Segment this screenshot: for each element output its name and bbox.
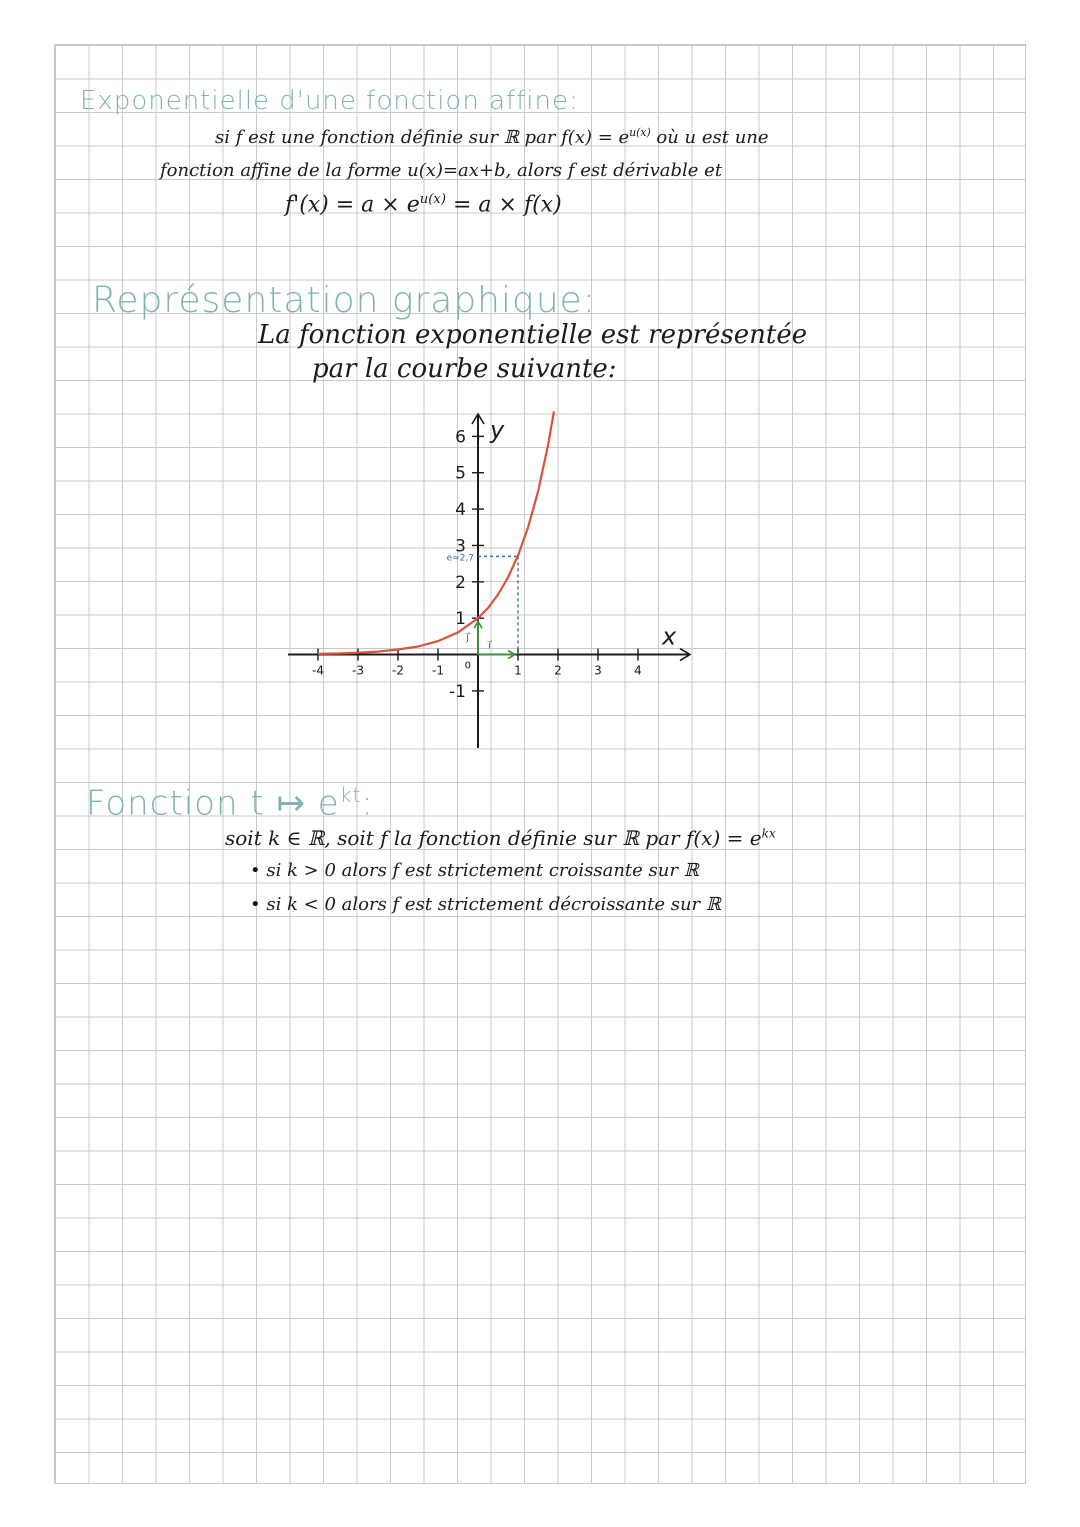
x-tick-label: 4 xyxy=(634,663,642,678)
y-tick-label: 6 xyxy=(455,427,466,448)
grid-paper-sheet xyxy=(54,44,1026,1484)
y-tick-label: 4 xyxy=(455,500,466,521)
x-tick-label: -1 xyxy=(432,663,444,678)
e-value-label: e≈2,7 xyxy=(446,553,474,564)
y-axis-label: y xyxy=(490,416,505,444)
bullet-decreasing: • si k < 0 alors f est strictement décroissante sur ℝ xyxy=(250,894,721,915)
graph-intro-line-1: La fonction exponentielle est représentée xyxy=(258,320,808,350)
ekt-definition: soit k ∈ ℝ, soit f la fonction définie sur ℝ par $f(x) = e^{kx}$ xyxy=(225,826,776,850)
bullet-increasing: • si k > 0 alors f est strictement croissante sur ℝ xyxy=(250,860,699,881)
exponential-chart xyxy=(270,400,710,760)
chart-labels xyxy=(312,416,677,702)
definition-line-2: fonction affine de la forme u(x)=ax+b, alors f est dérivable et xyxy=(160,160,723,181)
origin-label: 0 xyxy=(464,660,471,672)
chart-vectors xyxy=(474,621,515,658)
x-tick-label: 1 xyxy=(514,663,522,678)
derivative-formula: $f'(x) = a \times e^{u(x)} = a \times f(x)$ xyxy=(285,192,562,218)
x-tick-label: -3 xyxy=(352,663,364,678)
y-tick-label: 3 xyxy=(455,536,466,557)
x-tick-label: 2 xyxy=(554,663,562,678)
x-tick-label: -2 xyxy=(392,663,404,678)
y-tick-label: 5 xyxy=(455,463,466,484)
section-title-graph: Représentation graphique: xyxy=(92,280,596,321)
definition-line-1: si f est une fonction définie sur ℝ par $f(x) = e^{u(x)}$ où u est une xyxy=(215,126,769,148)
x-axis-label: x xyxy=(662,622,677,651)
section-title-affine: Exponentielle d'une fonction affine: xyxy=(80,86,579,116)
x-tick-label: -4 xyxy=(312,663,324,678)
y-tick-label: 1 xyxy=(455,609,466,630)
y-tick-label: -1 xyxy=(449,681,466,702)
chart-axes xyxy=(288,414,690,748)
section-title-ekt: Fonction t ↦ $e^{kt}$: xyxy=(86,783,374,824)
y-tick-label: 2 xyxy=(455,572,466,593)
x-tick-label: 3 xyxy=(594,663,602,678)
graph-intro-line-2: par la courbe suivante: xyxy=(312,354,617,384)
vector-i-label: i⃗ xyxy=(488,638,492,652)
vector-j-label: j⃗ xyxy=(466,630,470,644)
